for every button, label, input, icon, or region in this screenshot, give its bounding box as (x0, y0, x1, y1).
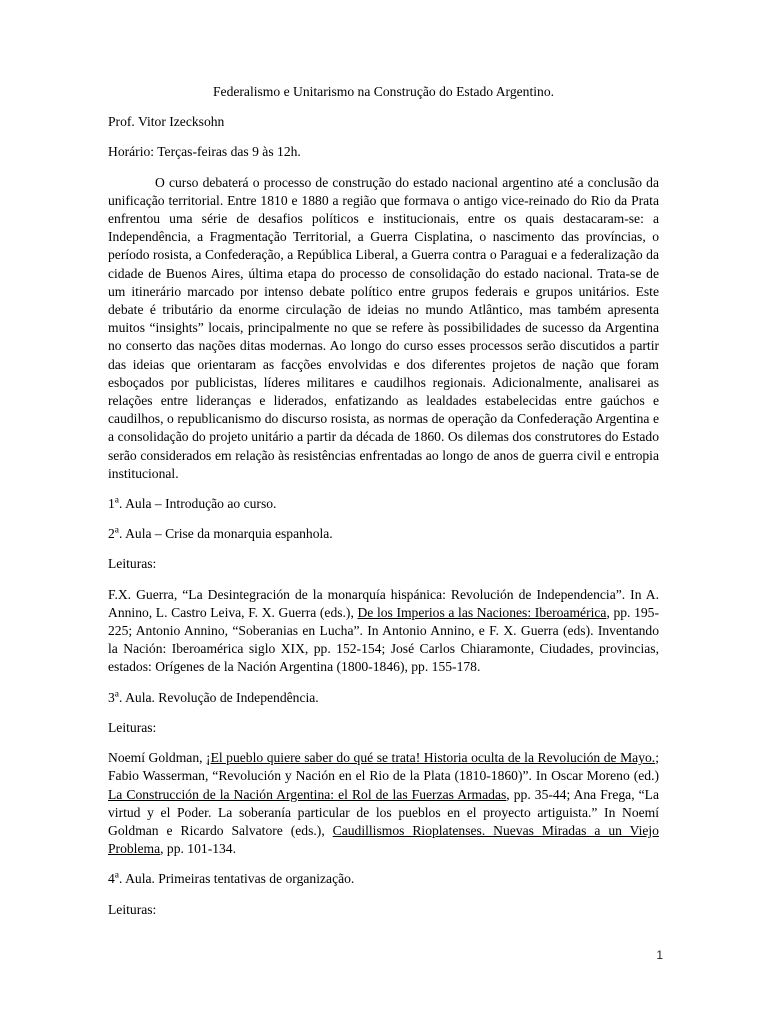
course-description: O curso debaterá o processo de construção do estado nacional argentino até a conclusão da unificação territorial. Entre 1810 e 1880 a região que formava o antigo vice-reinado do Rio da Prata enfrentou uma série de desafios políticos e institucionais, entre os quais destacaram-se: a Independência, a Fragmentação Territorial, a Guerra Cisplatina, o nascimento das províncias, o período rosista, a Confederação, a República Liberal, a Guerra contra o Paraguai e a federalização da cidade de Buenos Aires, última etapa do processo de consolidação do estado nacional. Trata-se de um itinerário marcado por intenso debate político entre grupos federais e grupos unitários. Este debate é tributário da enorme circulação de ideias no mundo Atlântico, mas também apresenta muitos “insights” locais, principalmente no que se refere às possibilidades de sucesso da Argentina no conserto das nações ditas modernas. Ao longo do curso esses processos serão discutidos a partir das ideias que orientaram as facções envolvidas e dos diferentes projetos de nação que foram esboçados por publicistas, líderes militares e caudilhos regionais. Adicionalmente, analisarei as relações entre lideranças e liderados, enfatizando as lealdades estabelecidas entre gaúchos e caudilhos, o republicanismo do discurso rosista, as normas de operação da Confederação Argentina e a consolidação do projeto unitário a partir da década de 1860. Os dilemas dos construtores do Estado serão considerados em relação às resistências enfrentadas ao longo de anos de guerra civil e entropia institucional. (108, 174, 659, 481)
lesson-3-reading-text-4: , pp. 101-134. (160, 841, 237, 857)
document-title: Federalismo e Unitarismo na Construção do Estado Argentino. (212, 84, 555, 99)
lesson-2-number: 2 (108, 526, 115, 542)
lesson-1-number: 1 (108, 496, 115, 512)
lesson-4-readings-label: Leituras: (108, 901, 157, 917)
lesson-3-reading-text-3: , pp. 35-44; Ana Frega, “La virtud y el Poder. La soberanía particular de los pueblos en el proyecto artiguista.” In Noemí Goldman e Ricardo Salvatore (eds.), (108, 786, 660, 838)
lesson-3-title: . Aula. Revolução de Independência. (119, 689, 319, 705)
lesson-4-ordinal: a (114, 870, 120, 881)
document-body (108, 83, 659, 931)
lesson-4-title: . Aula. Primeiras tentativas de organização. (119, 871, 355, 887)
lesson-1-heading (108, 495, 659, 513)
lesson-1-title: . Aula – Introdução ao curso. (119, 496, 277, 512)
lesson-2-ordinal: a (114, 525, 120, 536)
lesson-3-heading (108, 689, 659, 707)
page-number: 1 (656, 948, 663, 962)
lesson-2-heading (108, 525, 659, 543)
lesson-2-reading-text-1: F.X. Guerra, “La Desintegración de la monarquía hispánica: Revolución de Independencia”. In A. Annino, L. Castro Leiva, F. X. Guerra (eds.), (108, 586, 659, 620)
lesson-2-reading-book-1: De los Imperios a las Naciones: Iberoamérica (357, 604, 607, 620)
lesson-3-reading-book-1: ¡El pueblo quiere saber do qué se trata! Historia oculta de la Revolución de Mayo. (206, 750, 656, 766)
lesson-2-title: . Aula – Crise da monarquia espanhola. (119, 526, 333, 542)
lesson-3-reading-text-1: Noemí Goldman, (108, 750, 207, 766)
lesson-2-readings (108, 586, 659, 677)
lesson-4-heading (108, 870, 659, 888)
lesson-2-readings-label: Leituras: (108, 556, 157, 572)
lesson-3-number: 3 (108, 689, 115, 705)
lesson-3-reading-book-2: La Construcción de la Nación Argentina: el Rol de las Fuerzas Armadas (108, 786, 507, 802)
lesson-3-reading-book-3: Caudillismos Rioplatenses. Nuevas Miradas a un Viejo Problema (108, 822, 659, 857)
professor-line: Prof. Vitor Izecksohn (108, 114, 225, 130)
lesson-3-ordinal: a (114, 689, 120, 700)
lesson-1-ordinal: a (114, 495, 120, 506)
lesson-4-number: 4 (108, 871, 115, 887)
schedule-line: Horário: Terças-feiras das 9 às 12h. (108, 144, 301, 160)
lesson-3-readings-label: Leituras: (108, 719, 157, 735)
lesson-3-reading-text-2: ; Fabio Wasserman, “Revolución y Nación en el Rio de la Plata (1810-1860)”. In Oscar Moreno (ed.) (108, 750, 659, 784)
lesson-3-readings (108, 749, 659, 858)
lesson-2-reading-text-2: , pp. 195-225; Antonio Annino, “Soberanias en Lucha”. In Antonio Annino, e F. X. Guerra (eds). Inventando la Nación: Iberoamérica siglo XIX, pp. 152-154; José Carlos Chiaramonte, Ciudades, provincias, estados: Orígenes de la Nación Argentina (1800-1846), pp. 155-178. (108, 604, 659, 675)
